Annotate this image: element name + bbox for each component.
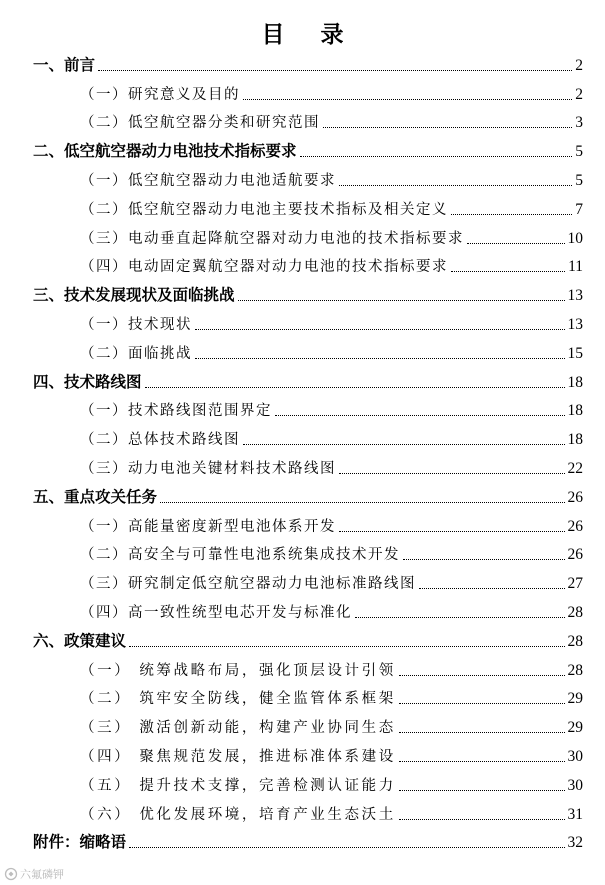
toc-page-number: 26 xyxy=(567,546,583,564)
toc-entry-line xyxy=(33,53,583,75)
toc-dot-leader xyxy=(160,502,564,503)
toc-subsection-entry[interactable] xyxy=(0,657,605,686)
toc-entry-number: （四） xyxy=(80,259,128,276)
toc-entry-number: （一） xyxy=(80,403,128,420)
toc-page-number: 2 xyxy=(575,85,583,103)
toc-entry-label xyxy=(80,601,352,622)
toc-entry-label xyxy=(33,139,297,161)
toc-entry-line xyxy=(80,313,583,334)
toc-section-entry[interactable] xyxy=(0,830,605,859)
toc-entry-number: （一） xyxy=(80,316,128,333)
toc-entry-label xyxy=(80,774,396,795)
toc-entry-number: （三） xyxy=(80,230,128,247)
toc-entry-text: 低空航空器动力电池适航要求 xyxy=(128,172,336,189)
toc-entry-label xyxy=(80,716,396,737)
toc-page-number: 22 xyxy=(567,459,583,477)
toc-entry-line xyxy=(80,198,583,219)
toc-entry-text: 总体技术路线图 xyxy=(128,432,240,449)
toc-entry-line xyxy=(80,543,583,564)
toc-dot-leader xyxy=(129,646,564,647)
toc-subsection-entry[interactable] xyxy=(0,570,605,599)
toc-page-number: 26 xyxy=(567,488,583,506)
toc-page-number: 11 xyxy=(568,258,583,276)
toc-entry-text: 高一致性统型电芯开发与标准化 xyxy=(128,604,352,621)
toc-entry-line xyxy=(80,803,583,824)
toc-entry-text: 附件：缩略语 xyxy=(33,833,127,852)
toc-entry-text: 四、技术路线图 xyxy=(33,372,142,391)
toc-entry-line xyxy=(33,485,583,507)
toc-entry-label xyxy=(80,399,272,420)
toc-entry-label xyxy=(33,830,126,852)
toc-entry-text: 研究意义及目的 xyxy=(128,86,240,103)
toc-subsection-entry[interactable] xyxy=(0,225,605,254)
toc-page-number: 18 xyxy=(567,402,583,420)
toc-entry-line xyxy=(80,227,583,248)
toc-entry-number: （三） xyxy=(80,720,132,737)
toc-entry-number: （六） xyxy=(80,806,132,823)
toc-entry-line xyxy=(80,745,583,766)
toc-entry-label xyxy=(80,457,336,478)
toc-dot-leader xyxy=(195,329,565,330)
toc-entry-number: （四） xyxy=(80,604,128,621)
table-of-contents xyxy=(0,52,605,858)
toc-entry-line xyxy=(33,283,583,305)
toc-page-number: 32 xyxy=(567,834,583,852)
toc-entry-text: 高能量密度新型电池体系开发 xyxy=(128,518,336,535)
page-title: 目 录 xyxy=(261,22,358,48)
toc-dot-leader xyxy=(243,99,572,100)
toc-entry-text: 提升技术支撑，完善检测认证能力 xyxy=(139,777,396,794)
toc-entry-line xyxy=(33,830,583,852)
toc-entry-text: 三、技术发展现状及面临挑战 xyxy=(33,286,235,305)
toc-entry-text: 技术路线图范围界定 xyxy=(128,403,272,420)
toc-page-number: 7 xyxy=(575,200,583,218)
toc-subsection-entry[interactable] xyxy=(0,513,605,542)
toc-page-number: 31 xyxy=(567,805,583,823)
toc-entry-line xyxy=(80,774,583,795)
toc-page-number: 15 xyxy=(567,344,583,362)
toc-entry-label xyxy=(80,255,448,276)
toc-entry-line xyxy=(80,659,583,680)
toc-entry-label xyxy=(80,169,336,190)
toc-entry-text: 面临挑战 xyxy=(128,345,192,362)
toc-entry-number: （二） xyxy=(80,115,128,132)
toc-entry-label xyxy=(80,428,240,449)
toc-subsection-entry[interactable] xyxy=(0,398,605,427)
toc-dot-leader xyxy=(275,415,565,416)
toc-entry-line xyxy=(80,255,583,276)
toc-entry-text: 筑牢安全防线，健全监管体系框架 xyxy=(139,691,396,708)
toc-subsection-entry[interactable] xyxy=(0,311,605,340)
toc-subsection-entry[interactable] xyxy=(0,81,605,110)
toc-section-entry[interactable] xyxy=(0,138,605,167)
toc-entry-label xyxy=(33,629,126,651)
toc-entry-label xyxy=(80,227,464,248)
toc-subsection-entry[interactable] xyxy=(0,426,605,455)
toc-entry-text: 统筹战略布局，强化顶层设计引领 xyxy=(139,662,396,679)
toc-page-number: 28 xyxy=(567,661,583,679)
toc-subsection-entry[interactable] xyxy=(0,455,605,484)
toc-section-entry[interactable] xyxy=(0,628,605,657)
toc-page-number: 30 xyxy=(567,747,583,765)
toc-dot-leader xyxy=(451,271,565,272)
toc-page-number: 26 xyxy=(567,517,583,535)
toc-entry-text: 一、前言 xyxy=(33,55,96,74)
toc-dot-leader xyxy=(300,156,573,157)
toc-subsection-entry[interactable] xyxy=(0,686,605,715)
toc-entry-text: 研究制定低空航空器动力电池标准路线图 xyxy=(128,576,416,593)
toc-page-number: 29 xyxy=(567,719,583,737)
toc-entry-line xyxy=(80,428,583,449)
toc-dot-leader xyxy=(399,732,565,733)
toc-dot-leader xyxy=(339,185,572,186)
toc-dot-leader xyxy=(339,531,565,532)
toc-entry-text: 高安全与可靠性电池系统集成技术开发 xyxy=(128,547,400,564)
toc-page-number: 29 xyxy=(567,690,583,708)
toc-section-entry[interactable] xyxy=(0,282,605,311)
toc-entry-text: 动力电池关键材料技术路线图 xyxy=(128,460,336,477)
toc-entry-number: （五） xyxy=(80,777,132,794)
toc-entry-number: （二） xyxy=(80,345,128,362)
toc-section-entry[interactable] xyxy=(0,369,605,398)
toc-page-number: 18 xyxy=(567,431,583,449)
toc-entry-text: 激活创新动能，构建产业协同生态 xyxy=(139,720,396,737)
toc-dot-leader xyxy=(467,243,565,244)
toc-subsection-entry[interactable] xyxy=(0,254,605,283)
toc-entry-text: 电动固定翼航空器对动力电池的技术指标要求 xyxy=(128,259,448,276)
toc-entry-number: （二） xyxy=(80,432,128,449)
toc-entry-label xyxy=(80,313,192,334)
toc-entry-number: （二） xyxy=(80,201,128,218)
toc-section-entry[interactable] xyxy=(0,484,605,513)
toc-entry-text: 聚焦规范发展，推进标准体系建设 xyxy=(139,748,396,765)
toc-entry-label xyxy=(80,543,400,564)
toc-entry-line xyxy=(33,370,583,392)
toc-entry-label xyxy=(80,803,396,824)
toc-page-number: 28 xyxy=(567,632,583,650)
toc-dot-leader xyxy=(238,300,565,301)
toc-dot-leader xyxy=(399,703,565,704)
toc-dot-leader xyxy=(399,819,565,820)
watermark-text: 六氟磷钾 xyxy=(20,868,64,881)
toc-entry-number: （一） xyxy=(80,662,132,679)
toc-entry-line xyxy=(80,515,583,536)
toc-entry-label xyxy=(33,283,235,305)
toc-entry-label xyxy=(33,370,142,392)
toc-page-number: 3 xyxy=(575,114,583,132)
toc-page-number: 5 xyxy=(575,171,583,189)
toc-entry-number: （二） xyxy=(80,547,128,564)
toc-entry-text: 电动垂直起降航空器对动力电池的技术指标要求 xyxy=(128,230,464,247)
toc-entry-text: 五、重点攻关任务 xyxy=(33,487,158,506)
toc-subsection-entry[interactable] xyxy=(0,196,605,225)
toc-section-entry[interactable] xyxy=(0,52,605,81)
toc-entry-number: （三） xyxy=(80,576,128,593)
toc-dot-leader xyxy=(243,444,565,445)
toc-entry-line xyxy=(80,342,583,363)
toc-subsection-entry[interactable] xyxy=(0,743,605,772)
toc-entry-text: 优化发展环境，培育产业生态沃土 xyxy=(139,806,396,823)
toc-dot-leader xyxy=(355,617,565,618)
toc-entry-label xyxy=(80,515,336,536)
toc-entry-label xyxy=(80,111,320,132)
toc-subsection-entry[interactable] xyxy=(0,340,605,369)
toc-subsection-entry[interactable] xyxy=(0,542,605,571)
toc-entry-label xyxy=(80,198,448,219)
toc-subsection-entry[interactable] xyxy=(0,772,605,801)
toc-entry-line xyxy=(33,139,583,161)
toc-entry-line xyxy=(80,457,583,478)
toc-dot-leader xyxy=(195,358,565,359)
toc-dot-leader xyxy=(323,127,572,128)
toc-page-number: 5 xyxy=(575,143,583,161)
toc-entry-line xyxy=(80,111,583,132)
toc-entry-text: 低空航空器分类和研究范围 xyxy=(128,115,320,132)
toc-page-number: 18 xyxy=(567,373,583,391)
toc-entry-line xyxy=(33,629,583,651)
toc-entry-number: （一） xyxy=(80,518,128,535)
toc-dot-leader xyxy=(129,847,564,848)
toc-dot-leader xyxy=(403,559,565,560)
toc-entry-label xyxy=(80,83,240,104)
toc-entry-line xyxy=(80,716,583,737)
toc-dot-leader xyxy=(98,70,572,71)
toc-entry-label xyxy=(80,687,396,708)
toc-entry-number: （一） xyxy=(80,172,128,189)
toc-subsection-entry[interactable] xyxy=(0,599,605,628)
toc-entry-label xyxy=(80,659,396,680)
toc-dot-leader xyxy=(339,473,565,474)
toc-dot-leader xyxy=(451,214,572,215)
toc-entry-text: 技术现状 xyxy=(128,316,192,333)
toc-entry-number: （三） xyxy=(80,460,128,477)
toc-entry-line xyxy=(80,399,583,420)
watermark xyxy=(4,866,64,882)
toc-entry-number: （一） xyxy=(80,86,128,103)
toc-entry-text: 低空航空器动力电池主要技术指标及相关定义 xyxy=(128,201,448,218)
toc-entry-label xyxy=(80,745,396,766)
toc-entry-line xyxy=(80,601,583,622)
toc-entry-label xyxy=(80,342,192,363)
toc-page-number: 28 xyxy=(567,603,583,621)
toc-dot-leader xyxy=(419,588,565,589)
toc-entry-number: （二） xyxy=(80,691,132,708)
toc-entry-label xyxy=(80,572,416,593)
toc-page-number: 13 xyxy=(567,287,583,305)
toc-entry-number: （四） xyxy=(80,748,132,765)
toc-page-number: 30 xyxy=(567,776,583,794)
toc-entry-text: 二、低空航空器动力电池技术指标要求 xyxy=(33,142,297,161)
toc-dot-leader xyxy=(399,790,565,791)
toc-entry-line xyxy=(80,572,583,593)
toc-entry-line xyxy=(80,83,583,104)
toc-entry-label xyxy=(33,53,95,75)
toc-subsection-entry[interactable] xyxy=(0,801,605,830)
watermark-logo-icon xyxy=(4,867,18,881)
toc-entry-line xyxy=(80,169,583,190)
toc-page-number: 10 xyxy=(567,229,583,247)
toc-subsection-entry[interactable] xyxy=(0,167,605,196)
toc-entry-text: 六、政策建议 xyxy=(33,631,127,650)
toc-subsection-entry[interactable] xyxy=(0,110,605,139)
toc-page-number: 2 xyxy=(575,56,583,74)
toc-page-number: 13 xyxy=(567,315,583,333)
toc-dot-leader xyxy=(399,761,565,762)
toc-dot-leader xyxy=(145,387,565,388)
toc-subsection-entry[interactable] xyxy=(0,714,605,743)
toc-entry-line xyxy=(80,687,583,708)
toc-page-number: 27 xyxy=(567,575,583,593)
toc-dot-leader xyxy=(399,675,565,676)
toc-entry-label xyxy=(33,485,157,507)
